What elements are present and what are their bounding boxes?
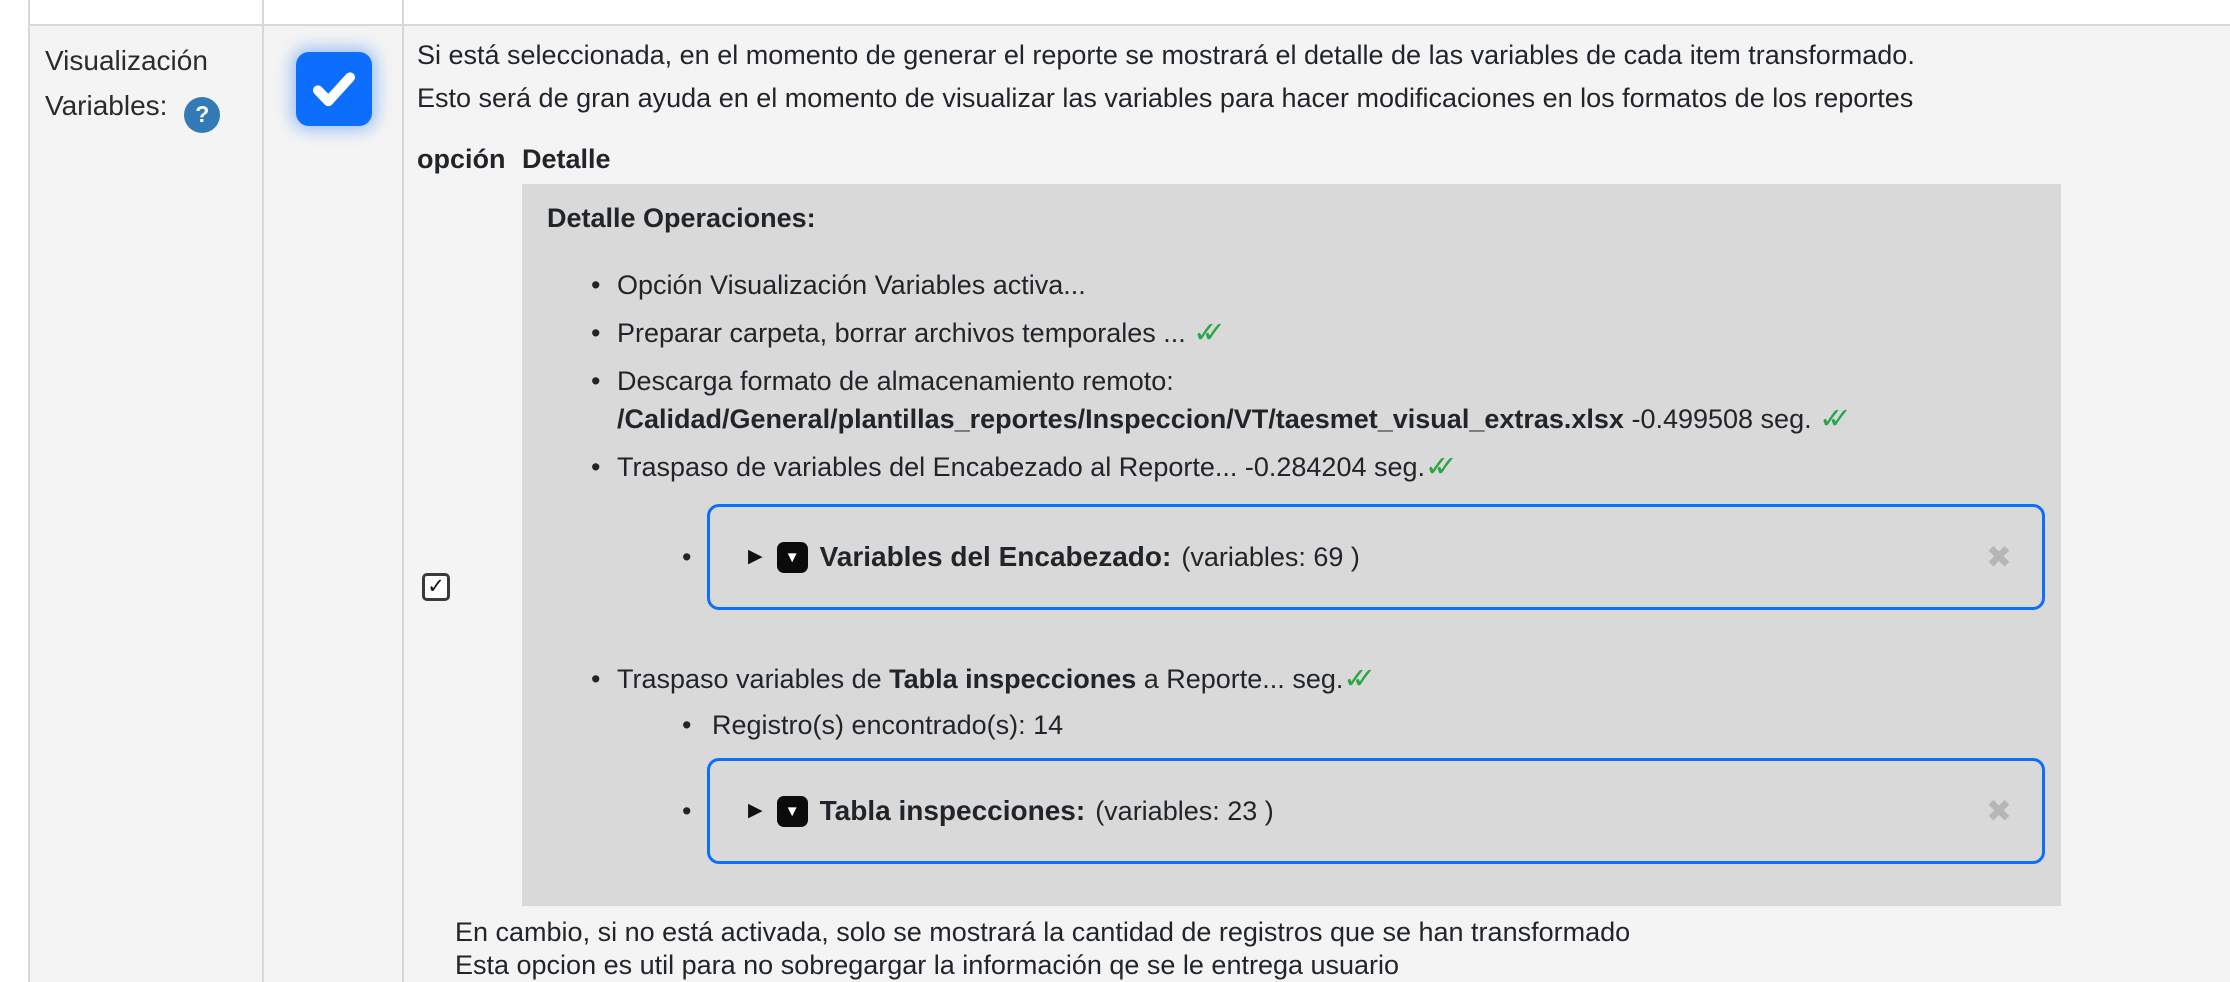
remote-template-path: /Calidad/General/plantillas_reportes/Inspeccion/VT/taesmet_visual_extras.xlsx [617,404,1624,434]
operation-item-traspaso-tabla: • Traspaso variables de Tabla inspecciones a Reporte... seg.✓✓ • Registro(s) encontrado(s): 14 • ▶ ▼ Tabla inspecciones: (variables: 23 ) ✖ [617,660,2045,864]
tabla-box-row [712,758,2045,864]
tabla-inspecciones-box[interactable] [707,758,2045,864]
operation-item-traspaso-encabezado: • Traspaso de variables del Encabezado al Reporte... -0.284204 seg.✓✓ [617,448,2045,486]
operations-detail-panel [522,184,2061,906]
field-label-cell [28,26,262,982]
settings-table [28,0,2230,982]
visualizacion-variables-checkbox[interactable] [296,52,372,126]
caret-down-square-icon[interactable]: ▼ [777,796,808,827]
operation-item-descarga: • Descarga formato de almacenamiento remoto: /Calidad/General/plantillas_reportes/Inspeccion/VT/taesmet_visual_extras.xlsx -0.499508 seg. ✓✓ [617,362,2045,438]
previous-row-detail-cell [402,0,2230,24]
tabla-inspecciones-name: Tabla inspecciones [889,664,1137,694]
footer-note [455,916,2230,982]
detail-cell [402,26,2230,982]
footer-line2: Esta opcion es util para no sobregargar la información qe se le entrega usuario [455,950,1400,980]
tabla-sublist [617,706,2045,864]
caret-down-square-icon[interactable]: ▼ [777,542,808,573]
operation-item-activa: • Opción Visualización Variables activa... [617,266,2045,304]
operations-list [547,266,2045,864]
encabezado-box-label: Variables del Encabezado: [819,541,1172,572]
checkbox-cell [262,26,402,982]
help-icon[interactable]: ? [184,97,220,133]
field-label-line2: Variables: [45,90,168,121]
success-check-icon: ✓✓ [1819,403,1836,435]
operations-panel-title: Detalle Operaciones: [547,203,816,233]
encabezado-sublist [617,504,2045,610]
encabezado-box-container [617,504,2045,610]
field-label-line1: Visualización [45,45,208,76]
tabla-box-label: Tabla inspecciones: [819,795,1086,826]
detail-column-header: Detalle [522,144,611,174]
footer-line1: En cambio, si no está activada, solo se mostrará la cantidad de registros que se han transformado [455,917,1631,947]
inner-table-header [417,140,2230,178]
encabezado-box-meta: (variables: 69 ) [1181,542,1360,572]
close-icon[interactable]: ✖ [1986,793,2012,829]
option-column-header: opción [417,144,506,174]
visualizacion-variables-row [28,26,2230,982]
descarga-duration: -0.499508 seg. [1623,404,1820,434]
collapse-arrow-icon[interactable]: • ▶ [748,546,763,567]
success-check-icon: ✓✓ [1343,663,1361,695]
success-check-icon: ✓✓ [1193,317,1210,349]
collapse-arrow-icon[interactable]: • ▶ [748,800,763,821]
previous-row [28,0,2230,26]
encabezado-box-row [712,504,2045,610]
option-checkbox[interactable] [422,573,450,601]
close-icon[interactable]: ✖ [1986,539,2012,575]
check-icon [308,63,360,115]
description-line1: Si está seleccionada, en el momento de generar el reporte se mostrará el detalle de las variables de cada item transformado. [417,40,1915,70]
description-line2: Esto será de gran ayuda en el momento de visualizar las variables para hacer modificaciones en los formatos de los reportes [417,83,1914,113]
operation-item-preparar: • Preparar carpeta, borrar archivos temporales ... ✓✓ [617,314,2045,352]
registros-item: • Registro(s) encontrado(s): 14 [712,706,2045,744]
previous-row-checkbox-cell [262,0,402,24]
variables-encabezado-box[interactable] [707,504,2045,610]
previous-row-label-cell [28,0,262,24]
small-check-icon: ✓ [427,574,445,598]
success-check-icon: ✓✓ [1425,451,1442,483]
tabla-box-meta: (variables: 23 ) [1095,796,1274,826]
